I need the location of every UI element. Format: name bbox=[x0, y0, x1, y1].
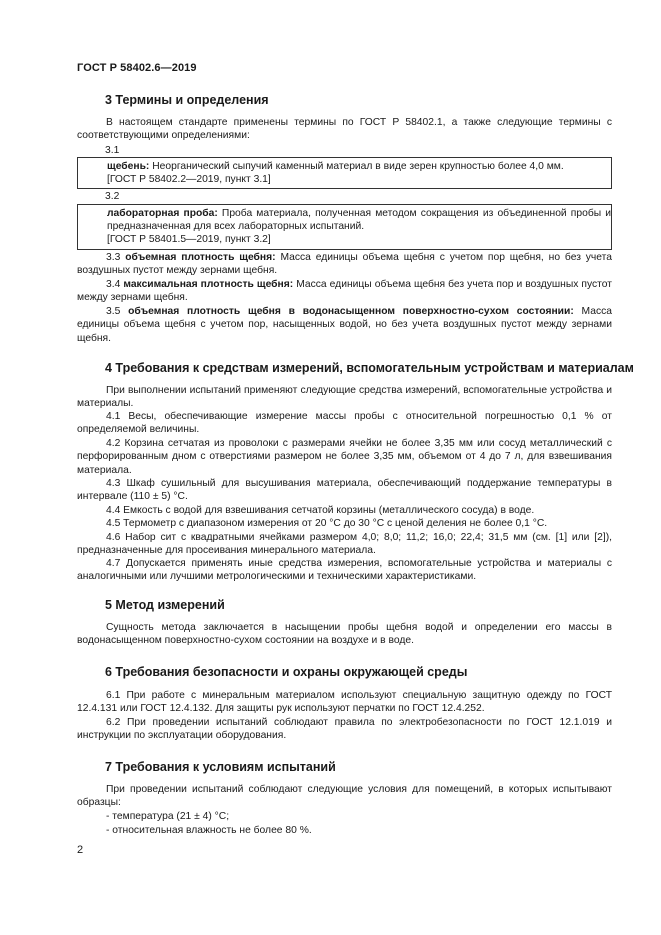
term-3-4-term: максимальная плотность щебня: bbox=[123, 279, 294, 290]
term-3-2-definition bbox=[107, 207, 611, 233]
paragraph-6-2: 6.2 При проведении испытаний соблюдают правила по электробезопасности по ГОСТ 12.1.019 и инструкции по эксплуатации оборудования. bbox=[77, 717, 612, 742]
term-3-1-reference: [ГОСТ Р 58402.2—2019, пункт 3.1] bbox=[107, 174, 271, 186]
term-3-3 bbox=[77, 251, 612, 278]
term-3-3-term: объемная плотность щебня: bbox=[125, 252, 276, 263]
section-4-intro: При выполнении испытаний применяют следующие средства измерений, вспомогательные устройства и материалы. bbox=[77, 385, 612, 410]
section-5-title: 5 Метод измерений bbox=[105, 598, 225, 612]
section-4-title: 4 Требования к средствам измерений, вспомогательным устройствам и материалам bbox=[105, 361, 634, 375]
term-3-3-number: 3.3 bbox=[106, 252, 126, 263]
paragraph-4-2: 4.2 Корзина сетчатая из проволоки с размерами ячейки не более 3,35 мм или сосуд металлический с перфорированным дном с отверстиями размером не более 3,35 мм, объемом от 4 до 7 л, для взвешивания материала. bbox=[77, 438, 612, 476]
section-6-title: 6 Требования безопасности и охраны окружающей среды bbox=[105, 665, 468, 679]
term-3-3-text: Масса единицы объема щебня с учетом пор щебня, но без учета воздушных пустот между зернами щебня. bbox=[77, 252, 612, 277]
section-3-intro: В настоящем стандарте применены термины по ГОСТ Р 58402.1, а также следующие термины с соответствующими определениями: bbox=[77, 117, 612, 142]
document-header: ГОСТ Р 58402.6—2019 bbox=[77, 62, 197, 74]
page-number: 2 bbox=[77, 844, 84, 856]
term-3-4 bbox=[77, 278, 612, 305]
paragraph-4-4: 4.4 Емкость с водой для взвешивания сетчатой корзины (металлического сосуда) в воде. bbox=[106, 505, 535, 516]
term-3-1-term: щебень: bbox=[107, 161, 150, 172]
paragraph-4-1: 4.1 Весы, обеспечивающие измерение массы пробы с относительной погрешностью 0,1 % от определяемой величины. bbox=[77, 411, 612, 436]
term-3-1-definition bbox=[107, 160, 611, 173]
paragraph-6-1: 6.1 При работе с минеральным материалом используют специальную защитную одежду по ГОСТ 12.4.131 или ГОСТ 12.4.132. Для защиты рук используют перчатки по ГОСТ 12.4.252. bbox=[77, 690, 612, 715]
section-3-title: 3 Термины и определения bbox=[105, 93, 269, 107]
paragraph-4-6: 4.6 Набор сит с квадратными ячейками размером 4,0; 8,0; 11,2; 16,0; 22,4; 31,5 мм (см. [1] или [2]), предназначенные для просеивания минерального материала. bbox=[77, 532, 612, 557]
term-3-4-text: Масса единицы объема щебня без учета пор и воздушных пустот между зернами щебня. bbox=[77, 279, 612, 304]
term-3-1-box bbox=[77, 157, 612, 189]
paragraph-4-3: 4.3 Шкаф сушильный для высушивания материала, обеспечивающий поддержание температуры в интервале (110 ± 5) °С. bbox=[77, 478, 612, 503]
section-7-title: 7 Требования к условиям испытаний bbox=[105, 760, 336, 774]
paragraph-4-5: 4.5 Термометр с диапазоном измерения от 20 °С до 30 °С с ценой деления не более 0,1 °С. bbox=[106, 518, 548, 529]
term-3-2-reference: [ГОСТ Р 58401.5—2019, пункт 3.2] bbox=[107, 234, 271, 246]
term-3-2-text: Проба материала, полученная методом сокращения из объединенной пробы и предназначенная для всех лабораторных испытаний. bbox=[107, 208, 611, 233]
term-3-5-term: объемная плотность щебня в водонасыщенном поверхностно-сухом состоянии: bbox=[128, 306, 574, 317]
term-3-2-term: лабораторная проба: bbox=[107, 208, 218, 219]
section-7-intro: При проведении испытаний соблюдают следующие условия для помещений, в которых испытывают образцы: bbox=[77, 784, 612, 809]
section-5-text: Сущность метода заключается в насыщении пробы щебня водой и определении его массы в водонасыщенном поверхностно-сухом состоянии на воздухе и в воде. bbox=[77, 622, 612, 647]
section-7-item-2: - относительная влажность не более 80 %. bbox=[106, 825, 312, 836]
term-3-5-text: Масса единицы объема щебня с учетом пор, насыщенных водой, но без учета воздушных пустот между зернами щебня. bbox=[77, 306, 612, 344]
section-7-item-1: - температура (21 ± 4) °С; bbox=[106, 811, 230, 822]
term-3-1-number: 3.1 bbox=[105, 145, 120, 156]
term-3-2-number: 3.2 bbox=[105, 191, 120, 202]
term-3-1-text: Неорганический сыпучий каменный материал в виде зерен крупностью более 4,0 мм. bbox=[149, 161, 564, 172]
term-3-2-box bbox=[77, 204, 612, 250]
term-3-5-number: 3.5 bbox=[106, 306, 129, 317]
term-3-4-number: 3.4 bbox=[106, 279, 124, 290]
term-3-5 bbox=[77, 305, 612, 345]
paragraph-4-7: 4.7 Допускается применять иные средства измерения, вспомогательные устройства и материалы с аналогичными или лучшими метрологическими и техническими характеристиками. bbox=[77, 558, 612, 583]
